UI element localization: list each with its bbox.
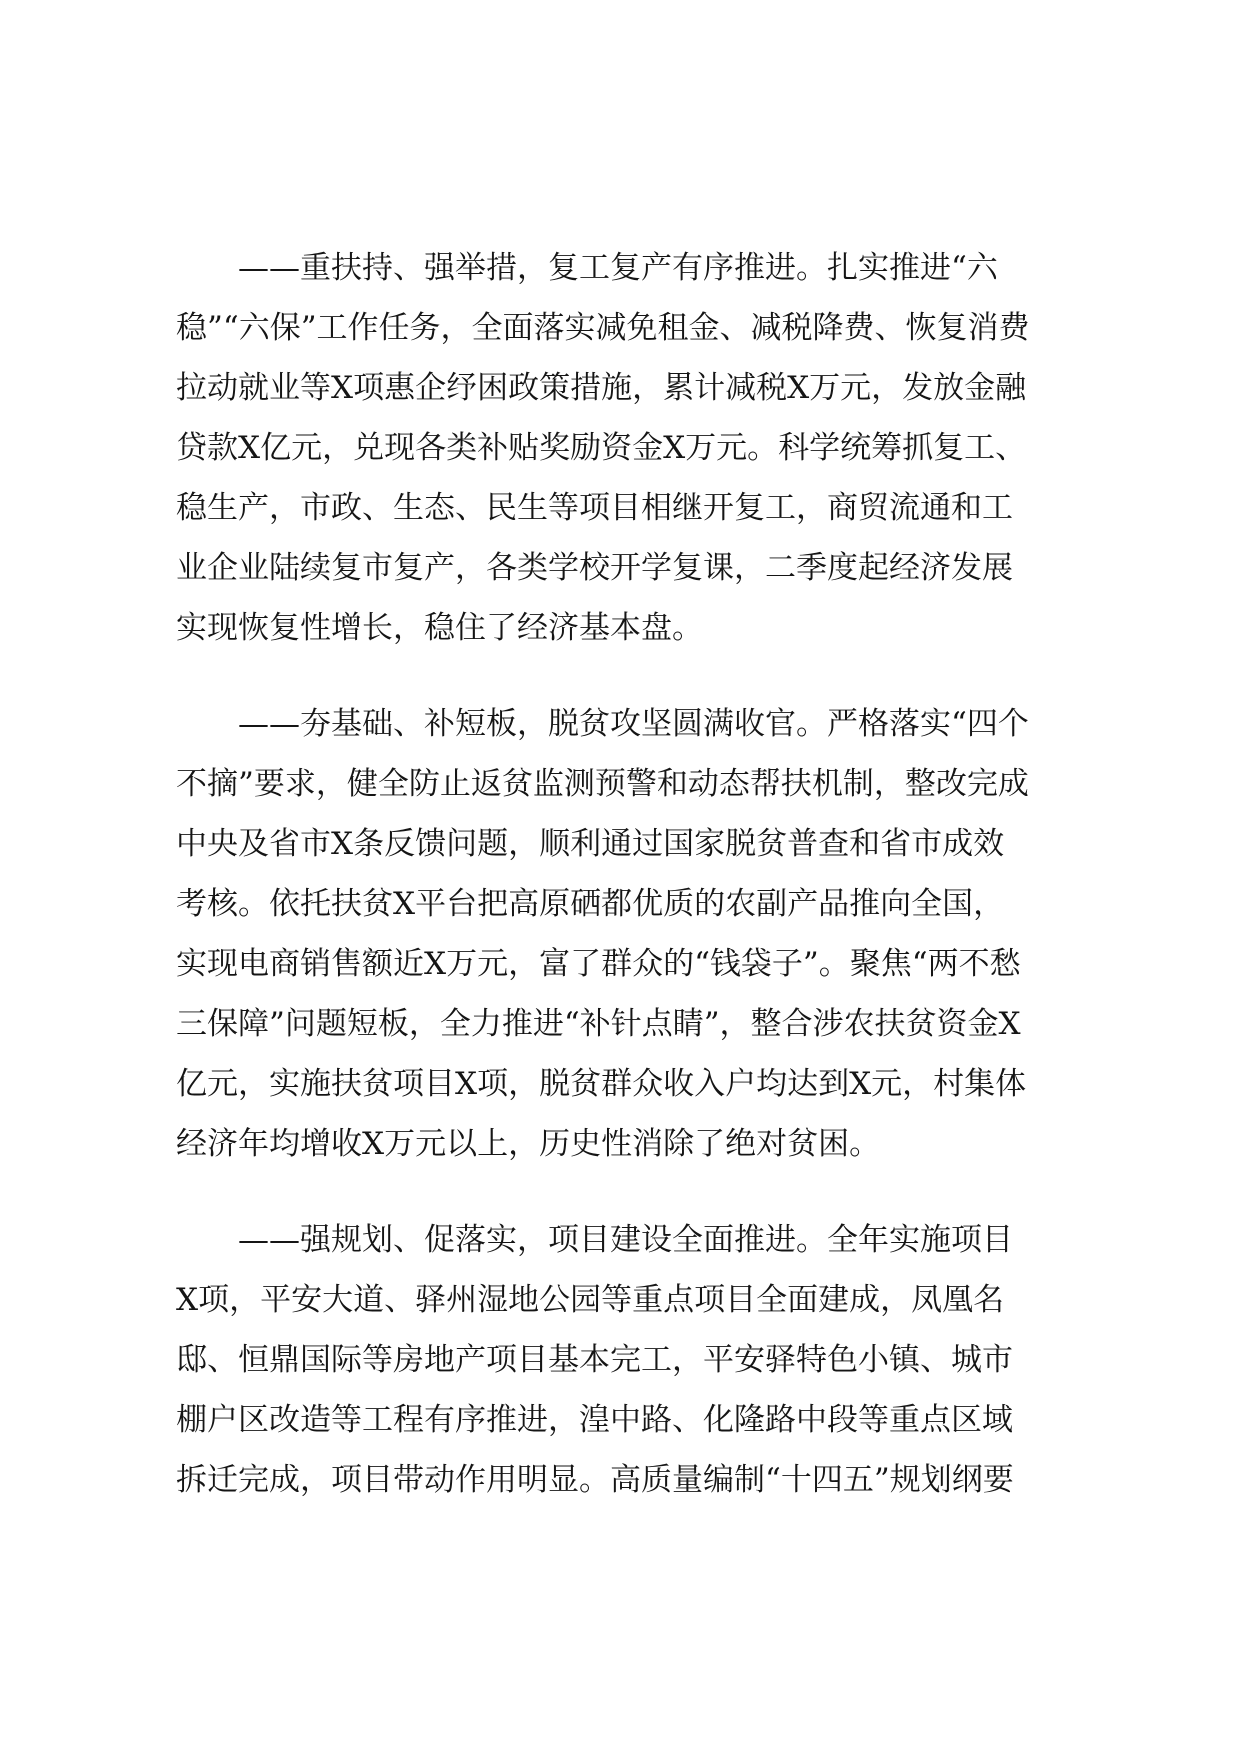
text-line: 实现恢复性增长，稳住了经济基本盘。: [176, 610, 703, 646]
text-line: 邸、恒鼎国际等房地产项目基本完工，平安驿特色小镇、城市: [176, 1342, 1013, 1378]
paragraph-economic-recovery: [176, 238, 1116, 658]
text-line: ——强规划、促落实，项目建设全面推进。全年实施项目: [238, 1222, 1013, 1258]
document-body: [176, 238, 1116, 1546]
text-line: 中央及省市X条反馈问题，顺利通过国家脱贫普查和省市成效: [176, 826, 1005, 862]
text-line: 经济年均增收X万元以上，历史性消除了绝对贫困。: [176, 1126, 881, 1162]
text-line: ——重扶持、强举措，复工复产有序推进。扎实推进“六: [238, 250, 998, 286]
paragraph-project-construction: [176, 1210, 1116, 1510]
text-line: 不摘”要求，健全防止返贫监测预警和动态帮扶机制，整改完成: [176, 766, 1029, 802]
text-line: 业企业陆续复市复产，各类学校开学复课，二季度起经济发展: [176, 550, 1013, 586]
text-line: 拆迁完成，项目带动作用明显。高质量编制“十四五”规划纲要: [176, 1462, 1014, 1498]
text-line: 三保障”问题短板，全力推进“补针点睛”，整合涉农扶贫资金X: [176, 1006, 1021, 1042]
text-line: 稳”“六保”工作任务，全面落实减免租金、减税降费、恢复消费: [176, 310, 1030, 346]
text-line: 亿元，实施扶贫项目X项，脱贫群众收入户均达到X元，村集体: [176, 1066, 1027, 1102]
text-line: ——夯基础、补短板，脱贫攻坚圆满收官。严格落实“四个: [238, 706, 1029, 742]
paragraph-poverty-alleviation: [176, 694, 1116, 1174]
text-line: 实现电商销售额近X万元，富了群众的“钱袋子”。聚焦“两不愁: [176, 946, 1021, 982]
text-line: 拉动就业等X项惠企纾困政策措施，累计减税X万元，发放金融: [176, 370, 1027, 406]
text-line: 稳生产，市政、生态、民生等项目相继开复工，商贸流通和工: [176, 490, 1013, 526]
text-line: X项，平安大道、驿州湿地公园等重点项目全面建成，凤凰名: [176, 1282, 1005, 1318]
text-line: 棚户区改造等工程有序推进，湟中路、化隆路中段等重点区域: [176, 1402, 1013, 1438]
text-line: 贷款X亿元，兑现各类补贴奖励资金X万元。科学统筹抓复工、: [176, 430, 1027, 466]
text-line: 考核。依托扶贫X平台把高原硒都优质的农副产品推向全国，: [176, 886, 1005, 922]
